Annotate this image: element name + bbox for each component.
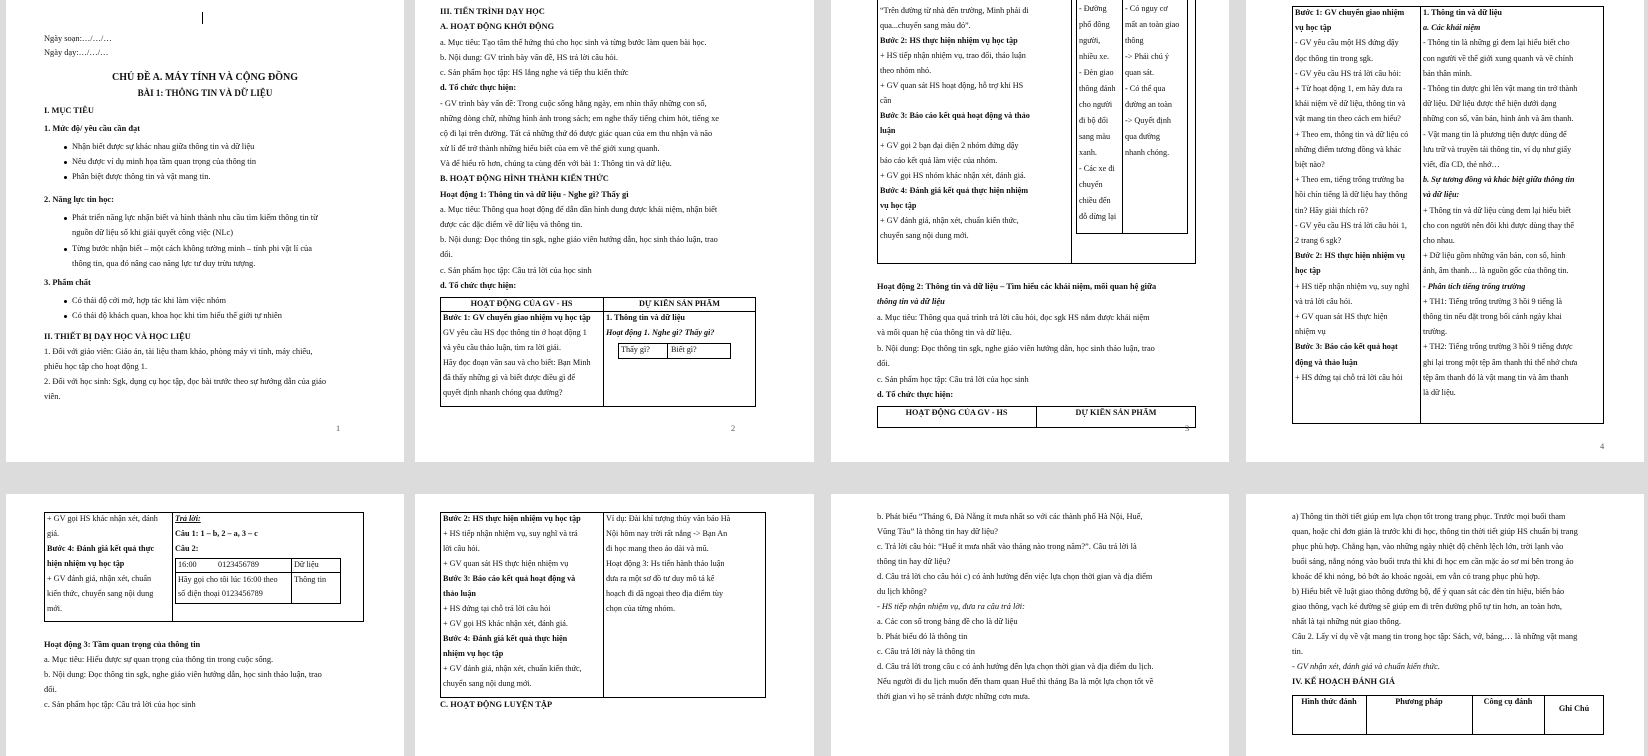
table-cell: theo nhóm nhỏ. <box>880 66 932 75</box>
paragraph: b. Nội dung: Đọc thông tin sgk, nghe giáo viên hướng dẫn, học sinh thảo luận, trao <box>440 235 718 244</box>
table-cell: 1. Thông tin và dữ liệu <box>606 313 685 322</box>
section-heading: C. HOẠT ĐỘNG LUYỆN TẬP <box>440 700 553 709</box>
paragraph: Vũng Tàu” là thông tin hay dữ liệu? <box>877 527 998 536</box>
table-cell: - Phân tích tiếng trống trường <box>1423 281 1526 291</box>
paragraph: c. Sản phẩm học tập: HS lắng nghe và tiếp thu kiến thức <box>440 68 629 77</box>
topic-title: CHỦ ĐỀ A. MÁY TÍNH VÀ CỘNG ĐỒNG <box>112 72 298 83</box>
paragraph: b) Hiểu biết về luật giao thông đường bộ, để ý quan sát các đèn tín hiệu, biển báo <box>1292 587 1565 596</box>
table-cell: và dữ liệu: <box>1423 190 1460 200</box>
table-divider <box>1420 6 1421 424</box>
table-cell: đọc thông tin trong sgk. <box>1295 53 1374 63</box>
paragraph: du lịch không? <box>877 587 927 596</box>
inner-cell: qua đường <box>1125 132 1160 141</box>
bullet <box>64 315 67 318</box>
table-divider <box>172 512 173 622</box>
text-cursor <box>202 12 203 24</box>
paragraph: a) Thông tin thời tiết giúp em lựa chọn tốt trong trang phục. Trước mọi buổi tham <box>1292 512 1566 521</box>
page-4 <box>1246 0 1644 462</box>
table-cell: bản thân mình. <box>1423 68 1472 78</box>
table-cell: + HS tiếp nhận nhiệm vụ, trao đổi, thảo luận <box>880 51 1026 60</box>
table-cell: a. Các khái niệm <box>1423 23 1481 33</box>
paragraph: cộ đi lại trên đường. Tất cả những thứ đó được giác quan của em thu nhận và não <box>440 129 713 138</box>
inner-cell: - Đường <box>1079 4 1107 13</box>
table-cell: - GV yêu cầu một HS đứng dậy <box>1295 38 1399 48</box>
table-cell: Bước 1: GV chuyển giao nhiệm <box>1295 8 1405 17</box>
table-cell: tệp âm thanh đó là vật mang tin và âm thanh <box>1423 372 1569 382</box>
activity-heading: Hoạt động 2: Thông tin và dữ liệu – Tìm hiểu các khái niệm, mối quan hệ giữa <box>877 282 1157 291</box>
section-heading: III. TIẾN TRÌNH DẠY HỌC <box>440 7 545 16</box>
section-heading: I. MỤC TIÊU <box>44 106 94 115</box>
table-cell: + Theo em, thông tin và dữ liệu có <box>1295 129 1409 139</box>
table-divider <box>440 311 756 312</box>
table-header: Phương pháp <box>1395 697 1443 706</box>
table-cell: + HS tiếp nhận nhiệm vụ, suy nghĩ <box>1295 281 1410 291</box>
subsection-heading: 3. Phẩm chất <box>44 278 91 287</box>
inner-cell: Thông tin <box>294 575 327 584</box>
table-cell: Hoạt động 3: Hs tiến hành thảo luận <box>606 559 725 568</box>
paragraph: b. Nội dung: Đọc thông tin sgk, nghe giáo viên hướng dẫn, học sinh thảo luận, trao <box>877 344 1155 353</box>
inner-cell: sang màu <box>1079 132 1111 141</box>
table-cell: - Vật mang tin là phương tiện được dùng để <box>1423 129 1567 139</box>
activity-heading-cont: thông tin và dữ liệu <box>877 297 945 306</box>
page-3 <box>831 0 1229 462</box>
table-cell: Bước 4: Đánh giá kết quả thực hiện nhiệm <box>880 186 1029 195</box>
inner-cell: 0123456789 <box>218 560 259 569</box>
paragraph: d. Tổ chức thực hiện: <box>440 83 517 92</box>
table-cell: + Dữ liệu gồm những văn bản, con số, hình <box>1423 251 1566 261</box>
table-cell: b. Sự tương đồng và khác biệt giữa thông tin <box>1423 175 1575 185</box>
inner-cell: thông đánh <box>1079 84 1116 93</box>
table-cell: chuyển sang nội dung mới. <box>880 231 969 240</box>
paragraph: xử lí để trở thành những hiểu biết của em về thế giới xung quanh. <box>440 144 660 153</box>
paragraph: những dòng chữ, những hình ảnh trong sách; em nghe thấy tiếng chim hót, tiếng xe <box>440 114 720 123</box>
page-number: 2 <box>731 424 736 433</box>
table-cell: Bước 3: Báo cáo kết quả hoạt động và <box>443 574 576 583</box>
bullet <box>64 146 67 149</box>
table-divider <box>1071 0 1072 264</box>
table-cell: Bước 2: HS thực hiện nhiệm vụ học tập <box>443 514 581 523</box>
table-cell: cho con người nên đôi khi được dùng thay thế <box>1423 220 1575 230</box>
table-cell: Bước 3: Báo cáo kết quả hoạt <box>1295 342 1398 352</box>
paragraph: quan, hoặc chỉ đơn giản là trước khi đi học, thông tin thời tiết giúp HS chuẩn bị trang <box>1292 527 1578 536</box>
paragraph: đổi. <box>440 250 453 259</box>
bullet <box>64 248 67 251</box>
table-cell: + HS đứng tại chỗ trả lời câu hỏi <box>443 604 551 613</box>
list-item: Nhận biết được sự khác nhau giữa thông tin và dữ liệu <box>72 142 255 151</box>
paragraph: nhất là tại những nút giao thông. <box>1292 617 1401 626</box>
table-cell: Bước 3: Báo cáo kết quả hoạt động và thảo <box>880 111 1030 120</box>
table-cell: và yêu cầu thảo luận, tìm ra lời giải. <box>443 343 562 352</box>
inner-cell: nhiều xe. <box>1079 52 1110 61</box>
table-cell: học tập <box>1295 266 1321 276</box>
table-header: HOẠT ĐỘNG CỦA GV - HS <box>905 408 1008 417</box>
inner-cell: nhanh chóng. <box>1125 148 1170 157</box>
table-cell: hiện nhiệm vụ học tập <box>47 559 125 568</box>
table-cell: chọn của từng nhóm. <box>606 604 676 613</box>
table-cell: + HS tiếp nhận nhiệm vụ, suy nghĩ và trả <box>443 529 578 538</box>
table-cell: + GV đánh giá, nhận xét, chuẩn kiến thức, <box>880 216 1019 225</box>
table-cell: biệt nào? <box>1295 160 1325 169</box>
list-item: Nêu được ví dụ minh họa tầm quan trọng của thông tin <box>72 157 257 166</box>
table-divider <box>175 572 341 573</box>
table-cell: + GV đánh giá, nhận xét, chuẩn kiến thức, <box>443 664 582 673</box>
inner-cell: - Có nguy cơ <box>1125 4 1168 13</box>
table-cell: khái niệm về dữ liệu, thông tin và <box>1295 99 1406 109</box>
paragraph: b. Nội dung: GV trình bày vấn đề, HS trả lời câu hỏi. <box>440 53 619 62</box>
paragraph: c. Câu trả lời này là thông tin <box>877 647 975 656</box>
bullet <box>64 161 67 164</box>
inner-cell: - Có thể qua <box>1125 84 1166 93</box>
page-6 <box>415 494 814 756</box>
page-number: 3 <box>1185 424 1190 433</box>
paragraph: phục phù hợp. Chẳng hạn, vào những ngày nhiệt độ chênh lệch lớn, trời lạnh vào <box>1292 542 1564 551</box>
paragraph: a. Các con số trong bảng đề cho là dữ liệu <box>877 617 1018 626</box>
table-cell: và trả lời câu hỏi. <box>1295 296 1353 306</box>
table-header: Ghi Chú <box>1558 704 1590 713</box>
table-cell: + GV quan sát HS hoạt động, hỗ trợ khi HS <box>880 81 1024 90</box>
paragraph: d. Tổ chức thực hiện: <box>877 390 954 399</box>
inner-cell: quan sát. <box>1125 68 1155 77</box>
table-cell: cho nhau. <box>1423 236 1455 245</box>
inner-cell: đi bộ đổi <box>1079 116 1109 125</box>
inner-cell: số điện thoại 0123456789 <box>178 589 263 598</box>
section-heading: A. HOẠT ĐỘNG KHỞI ĐỘNG <box>440 22 555 31</box>
activity-heading: Hoạt động 3: Tầm quan trọng của thông tin <box>44 640 201 649</box>
inner-cell: Hãy gọi cho tôi lúc 16:00 theo <box>178 575 278 584</box>
table-cell: dữ liệu. Dữ liệu được thể hiện dưới dạng <box>1423 99 1557 109</box>
table-cell: Ví dụ: Đài khí tượng thủy văn báo Hà <box>606 514 731 523</box>
paragraph: tin. <box>1292 647 1303 656</box>
table-cell: báo cáo kết quả làm việc của nhóm. <box>880 156 998 165</box>
table-divider <box>603 512 604 698</box>
paragraph: Và để hiểu rõ hơn, chúng ta cùng đến với bài 1: Thông tin và dữ liệu. <box>440 159 672 168</box>
table-cell: kiến thức, chuyển sang nội dung <box>47 589 154 598</box>
inner-cell: -> Phải chú ý <box>1125 52 1169 61</box>
paragraph: a. Mục tiêu: Thông qua hoạt động để dẫn dần hình dung được khái niệm, nhận biết <box>440 205 718 214</box>
paragraph: khoác để khi nóng, bỏ bớt áo khoác ngoài, em vẫn có trang phục phù hợp. <box>1292 572 1540 581</box>
table-cell: Bước 4: Đánh giá kết quả thực hiện <box>443 634 568 643</box>
table-cell: - Thông tin là những gì đem lại hiểu biết cho <box>1423 38 1570 48</box>
table-cell: những con số, văn bản, hình ảnh và âm thanh. <box>1423 114 1574 124</box>
paragraph: b. Phát biểu “Tháng 6, Đà Nẵng ít mưa nhất so với các thành phố Hà Nội, Huế, <box>877 512 1143 521</box>
paragraph: c. Sản phẩm học tập: Câu trả lời của học sinh <box>877 375 1029 384</box>
paragraph: Câu 2. Lấy ví dụ về vật mang tin trong học tập: Sách, vở, bảng,… là những vật mang <box>1292 632 1578 641</box>
page-number: 4 <box>1600 442 1605 451</box>
table-cell: đưa ra một sơ đồ tư duy mô tả kế <box>606 574 715 583</box>
table-cell: qua...chuyển sang màu đỏ”. <box>880 21 971 30</box>
table-header: DỰ KIẾN SẢN PHẨM <box>639 299 720 308</box>
table-cell: nhiệm vụ <box>1295 327 1326 337</box>
table-cell: “Trên đường từ nhà đến trường, Minh phải đi <box>880 6 1029 15</box>
inner-cell: Dữ liệu <box>294 560 319 569</box>
table-cell: ảnh, âm thanh… là nguồn gốc của thông tin. <box>1423 266 1569 276</box>
table-cell: Câu 2: <box>175 544 199 553</box>
date-prepared: Ngày soạn:…/…/… <box>44 34 112 43</box>
list-item: Có thái độ khách quan, khoa học khi tìm hiểu thế giới tự nhiên <box>72 311 282 320</box>
table-header: Hình thức đánh <box>1301 697 1357 706</box>
table-cell: Nội hôm nay trời rất nắng -> Bạn An <box>606 529 728 538</box>
table-cell: Trả lời: <box>175 514 201 523</box>
page-8 <box>1246 494 1644 756</box>
table-cell: - GV yêu cầu HS trả lời câu hỏi: <box>1295 68 1402 78</box>
paragraph: đổi. <box>877 359 890 368</box>
table-cell: hoạch đi dã ngoại theo địa điểm tùy <box>606 589 724 598</box>
inner-cell: đỗ dừng lại <box>1079 212 1117 221</box>
paragraph: - GV nhận xét, đánh giá và chuẩn kiến thức. <box>1292 662 1440 671</box>
table-cell: + Từ hoạt động 1, em hãy đưa ra <box>1295 84 1403 93</box>
table-cell: trường. <box>1423 327 1448 337</box>
inner-cell: người, <box>1079 36 1101 45</box>
paragraph: a. Mục tiêu: Tạo tâm thế hứng thú cho học sinh và từng bước làm quen bài học. <box>440 38 707 47</box>
section-heading: IV. KẾ HOẠCH ĐÁNH GIÁ <box>1292 677 1395 686</box>
section-heading: B. HOẠT ĐỘNG HÌNH THÀNH KIẾN THỨC <box>440 174 609 183</box>
table-divider <box>291 558 292 604</box>
table-divider <box>667 343 668 359</box>
table-divider <box>1544 695 1545 735</box>
table-cell: - Thông tin được ghi lên vật mang tin trở thành <box>1423 84 1578 93</box>
activity-heading: Hoạt động 1: Thông tin và dữ liệu - Nghe gì? Thấy gì <box>440 190 629 199</box>
table-divider <box>1122 0 1123 234</box>
table-cell: nhiệm vụ học tập <box>443 649 504 658</box>
inner-cell: 16:00 <box>178 560 197 569</box>
table-cell: vụ học tập <box>1295 23 1332 33</box>
paragraph: a. Mục tiêu: Hiểu được sự quan trọng của thông tin trong cuộc sống. <box>44 655 274 664</box>
table-cell: 2 trang 6 sgk? <box>1295 236 1342 245</box>
paragraph: c. Sản phẩm học tập: Câu trả lời của học sinh <box>44 700 196 709</box>
table-cell: mới. <box>47 604 63 613</box>
inner-cell: cho người <box>1079 100 1113 109</box>
table-cell: + TH1: Tiếng trống trường 3 hồi 9 tiếng là <box>1423 296 1563 306</box>
table-cell: + Thông tin và dữ liệu cùng đem lại hiểu biết <box>1423 205 1572 215</box>
inner-cell: mất an toàn giao <box>1125 20 1180 29</box>
inner-cell: - Các xe đi <box>1079 164 1115 173</box>
page-7 <box>831 494 1229 756</box>
paragraph: - GV trình bày vấn đề: Trong cuộc sống hằng ngày, em nhìn thấy những con số, <box>440 99 707 108</box>
table-cell: 1. Thông tin và dữ liệu <box>1423 8 1502 17</box>
table-cell: Câu 1: 1 – b, 2 – a, 3 – c <box>175 529 258 538</box>
bullet <box>64 176 67 179</box>
table-header: DỰ KIẾN SẢN PHẨM <box>1075 408 1157 417</box>
page-2 <box>415 0 814 462</box>
table-cell: con người về thế giới xung quanh và về chính <box>1423 53 1574 63</box>
paragraph: đổi. <box>44 685 57 694</box>
paragraph: giao thông, vạch kẻ đường sẽ giúp em đi trên đường phố tự tin hơn, an toàn hơn, <box>1292 602 1562 611</box>
table-cell: đi học mang theo áo dài và mũ. <box>606 544 709 553</box>
paragraph: thời gian vì họ sẽ tránh được những cơn mưa. <box>877 692 1030 701</box>
inner-cell: - Đèn giao <box>1079 68 1114 77</box>
paragraph: và mối quan hệ của thông tin và dữ liệu. <box>877 328 1012 337</box>
paragraph: c. Trả lời câu hỏi: “Huế ít mưa nhất vào tháng nào trong năm?”. Câu trả lời là <box>877 542 1137 551</box>
paragraph: b. Nội dung: Đọc thông tin sgk, nghe giáo viên hướng dẫn, học sinh thảo luận, trao <box>44 670 322 679</box>
list-item: Có thái độ cởi mở, hợp tác khi làm việc nhóm <box>72 296 227 305</box>
table-cell: Bước 4: Đánh giá kết quả thực <box>47 544 155 553</box>
table-cell: những điểm tương đồng và khác <box>1295 144 1402 154</box>
inner-cell: đường an toàn <box>1125 100 1172 109</box>
inner-cell: phố đông <box>1079 20 1110 29</box>
date-taught: Ngày dạy:…/…/… <box>44 48 109 57</box>
table-cell: + GV quan sát HS thực hiện <box>1295 312 1388 321</box>
table-cell: + HS đứng tại chỗ trả lời câu hỏi <box>1295 372 1403 382</box>
table-cell: + GV gọi HS nhóm khác nhận xét, đánh giá. <box>880 171 1026 180</box>
table-cell: lời câu hỏi. <box>443 544 480 553</box>
table-cell: quyết định nhanh chóng qua đường? <box>443 388 563 397</box>
paragraph: 2. Đối với học sinh: Sgk, dụng cụ học tập, đọc bài trước theo sự hướng dẫn của giáo <box>44 377 327 386</box>
table-cell: hồi chín tiếng là dữ liệu hay thông <box>1295 190 1408 200</box>
table-cell: thông tin nếu đặt trong bối cảnh ngày khai <box>1423 312 1562 321</box>
paragraph: c. Sản phẩm học tập: Câu trả lời của học sinh <box>440 266 592 275</box>
table-cell: luận <box>880 126 896 135</box>
paragraph: d. Câu trả lời cho câu hỏi c) có ảnh hưởng đến việc lựa chọn thời gian và địa điểm <box>877 572 1153 581</box>
paragraph: d. Tổ chức thực hiện: <box>440 281 517 290</box>
inner-cell: chiều đến <box>1079 196 1111 205</box>
page-5 <box>6 494 404 756</box>
inner-cell: xanh. <box>1079 148 1097 157</box>
bullet <box>64 300 67 303</box>
table-header: HOẠT ĐỘNG CỦA GV - HS <box>470 299 573 308</box>
table-cell: vụ học tập <box>880 201 917 210</box>
table-cell: tin? Hãy giải thích rõ? <box>1295 205 1369 215</box>
table-cell: là dữ liệu. <box>1423 388 1456 397</box>
inner-cell: -> Quyết định <box>1125 116 1172 125</box>
section-heading: II. THIẾT BỊ DẠY HỌC VÀ HỌC LIỆU <box>44 332 191 341</box>
subsection-heading: 2. Năng lực tin học: <box>44 195 114 204</box>
page-number: 1 <box>336 424 341 433</box>
table-cell: thảo luận <box>443 589 476 598</box>
paragraph: buổi sáng, nắng nóng vào buổi trưa thì khi đi học em cần mặc áo sơ mi bên trong áo <box>1292 557 1574 566</box>
table-cell: cần <box>880 96 892 105</box>
table-cell: viết, đĩa CD, thẻ nhớ… <box>1423 160 1500 169</box>
inner-cell: Thấy gì? <box>621 345 650 354</box>
paragraph: phiếu học tập cho hoạt động 1. <box>44 362 148 371</box>
paragraph: 1. Đối với giáo viên: Giáo án, tài liệu tham khảo, phòng máy vi tính, máy chiếu, <box>44 347 313 356</box>
table-cell: GV yêu cầu HS đọc thông tin ở hoạt động 1 <box>443 328 587 337</box>
inner-cell: Biết gì? <box>671 345 697 354</box>
table-cell: giá. <box>47 529 60 538</box>
table-header: Công cụ đánh <box>1483 697 1533 706</box>
page-1 <box>6 0 404 462</box>
table-cell: vật mang tin theo cách em hiểu? <box>1295 114 1401 124</box>
inner-cell: thông <box>1125 36 1144 45</box>
table-cell: + GV đánh giá, nhận xét, chuẩn <box>47 574 152 583</box>
paragraph: - HS tiếp nhận nhiệm vụ, đưa ra câu trả lời: <box>877 602 1025 611</box>
table-cell: + Theo em, tiếng trống trường ba <box>1295 175 1404 185</box>
list-item-cont: thông tin, qua đó nâng cao năng lực tư duy trừu tượng. <box>72 259 256 268</box>
table-cell: Bước 2: HS thực hiện nhiệm vụ <box>1295 251 1405 261</box>
table-cell: Hoạt động 1. Nghe gì? Thấy gì? <box>606 328 715 337</box>
paragraph: Nếu người đi du lịch muốn đến tham quan Huế thì tháng Ba là một lựa chọn tốt về <box>877 677 1154 686</box>
paragraph: a. Mục tiêu: Thông qua quá trình trả lời câu hỏi, đọc sgk HS nắm được khái niệm <box>877 313 1150 322</box>
table-cell: - GV yêu cầu HS trả lời câu hỏi 1, <box>1295 220 1407 230</box>
table-cell: + TH2: Tiếng trống trường 3 hồi 9 tiếng được <box>1423 342 1573 352</box>
list-item-cont: nguồn dữ liệu số khi giải quyết công việc (NLc) <box>72 228 234 237</box>
table-cell: chuyển sang nội dung mới. <box>443 679 532 688</box>
bullet <box>64 217 67 220</box>
table-cell: động và thảo luận <box>1295 357 1358 367</box>
paragraph: thông tin hay dữ liệu? <box>877 557 951 566</box>
table-divider <box>603 297 604 407</box>
inner-cell: chuyển <box>1079 180 1103 189</box>
table-cell: + GV gọi HS khác nhận xét, đánh giá. <box>443 619 568 628</box>
subsection-heading: 1. Mức độ/ yêu cầu cần đạt <box>44 124 140 133</box>
table-cell: Bước 2: HS thực hiện nhiệm vụ học tập <box>880 36 1018 45</box>
table-cell: đã thấy những gì và biết được điều gì để <box>443 373 576 382</box>
paragraph: viên. <box>44 392 61 401</box>
paragraph: b. Phát biểu đó là thông tin <box>877 632 968 641</box>
list-item: Từng bước nhận biết – một cách không tường minh – tính phi vật lí của <box>72 244 312 253</box>
table-cell: lưu trữ và truyền tải thông tin, ví dụ như giấy <box>1423 144 1572 154</box>
table-cell: ghi lại trong một tệp âm thanh thì thể nhớ chưa <box>1423 357 1578 367</box>
table-cell: + GV gọi HS khác nhận xét, đánh <box>47 514 158 523</box>
table-cell: Bước 1: GV chuyển giao nhiệm vụ học tập <box>443 313 591 322</box>
lesson-title: BÀI 1: THÔNG TIN VÀ DỮ LIỆU <box>137 88 273 98</box>
paragraph: d. Câu trả lời trong câu c có ảnh hưởng đến lựa chọn thời gian và địa điểm du lịch. <box>877 662 1154 671</box>
table-cell: + GV quan sát HS thực hiện nhiệm vụ <box>443 559 569 568</box>
table-cell: Hãy đọc đoạn văn sau và cho biết: Bạn Minh <box>443 358 591 367</box>
list-item: Phát triển năng lực nhận biết và hình thành nhu cầu tìm kiếm thông tin từ <box>72 213 318 222</box>
list-item: Phân biệt được thông tin và vật mang tin. <box>72 172 211 181</box>
table-cell: + GV gọi 2 bạn đại diện 2 nhóm đứng dậy <box>880 141 1019 150</box>
paragraph: được các đặc điểm về dữ liệu và thông tin. <box>440 220 583 229</box>
